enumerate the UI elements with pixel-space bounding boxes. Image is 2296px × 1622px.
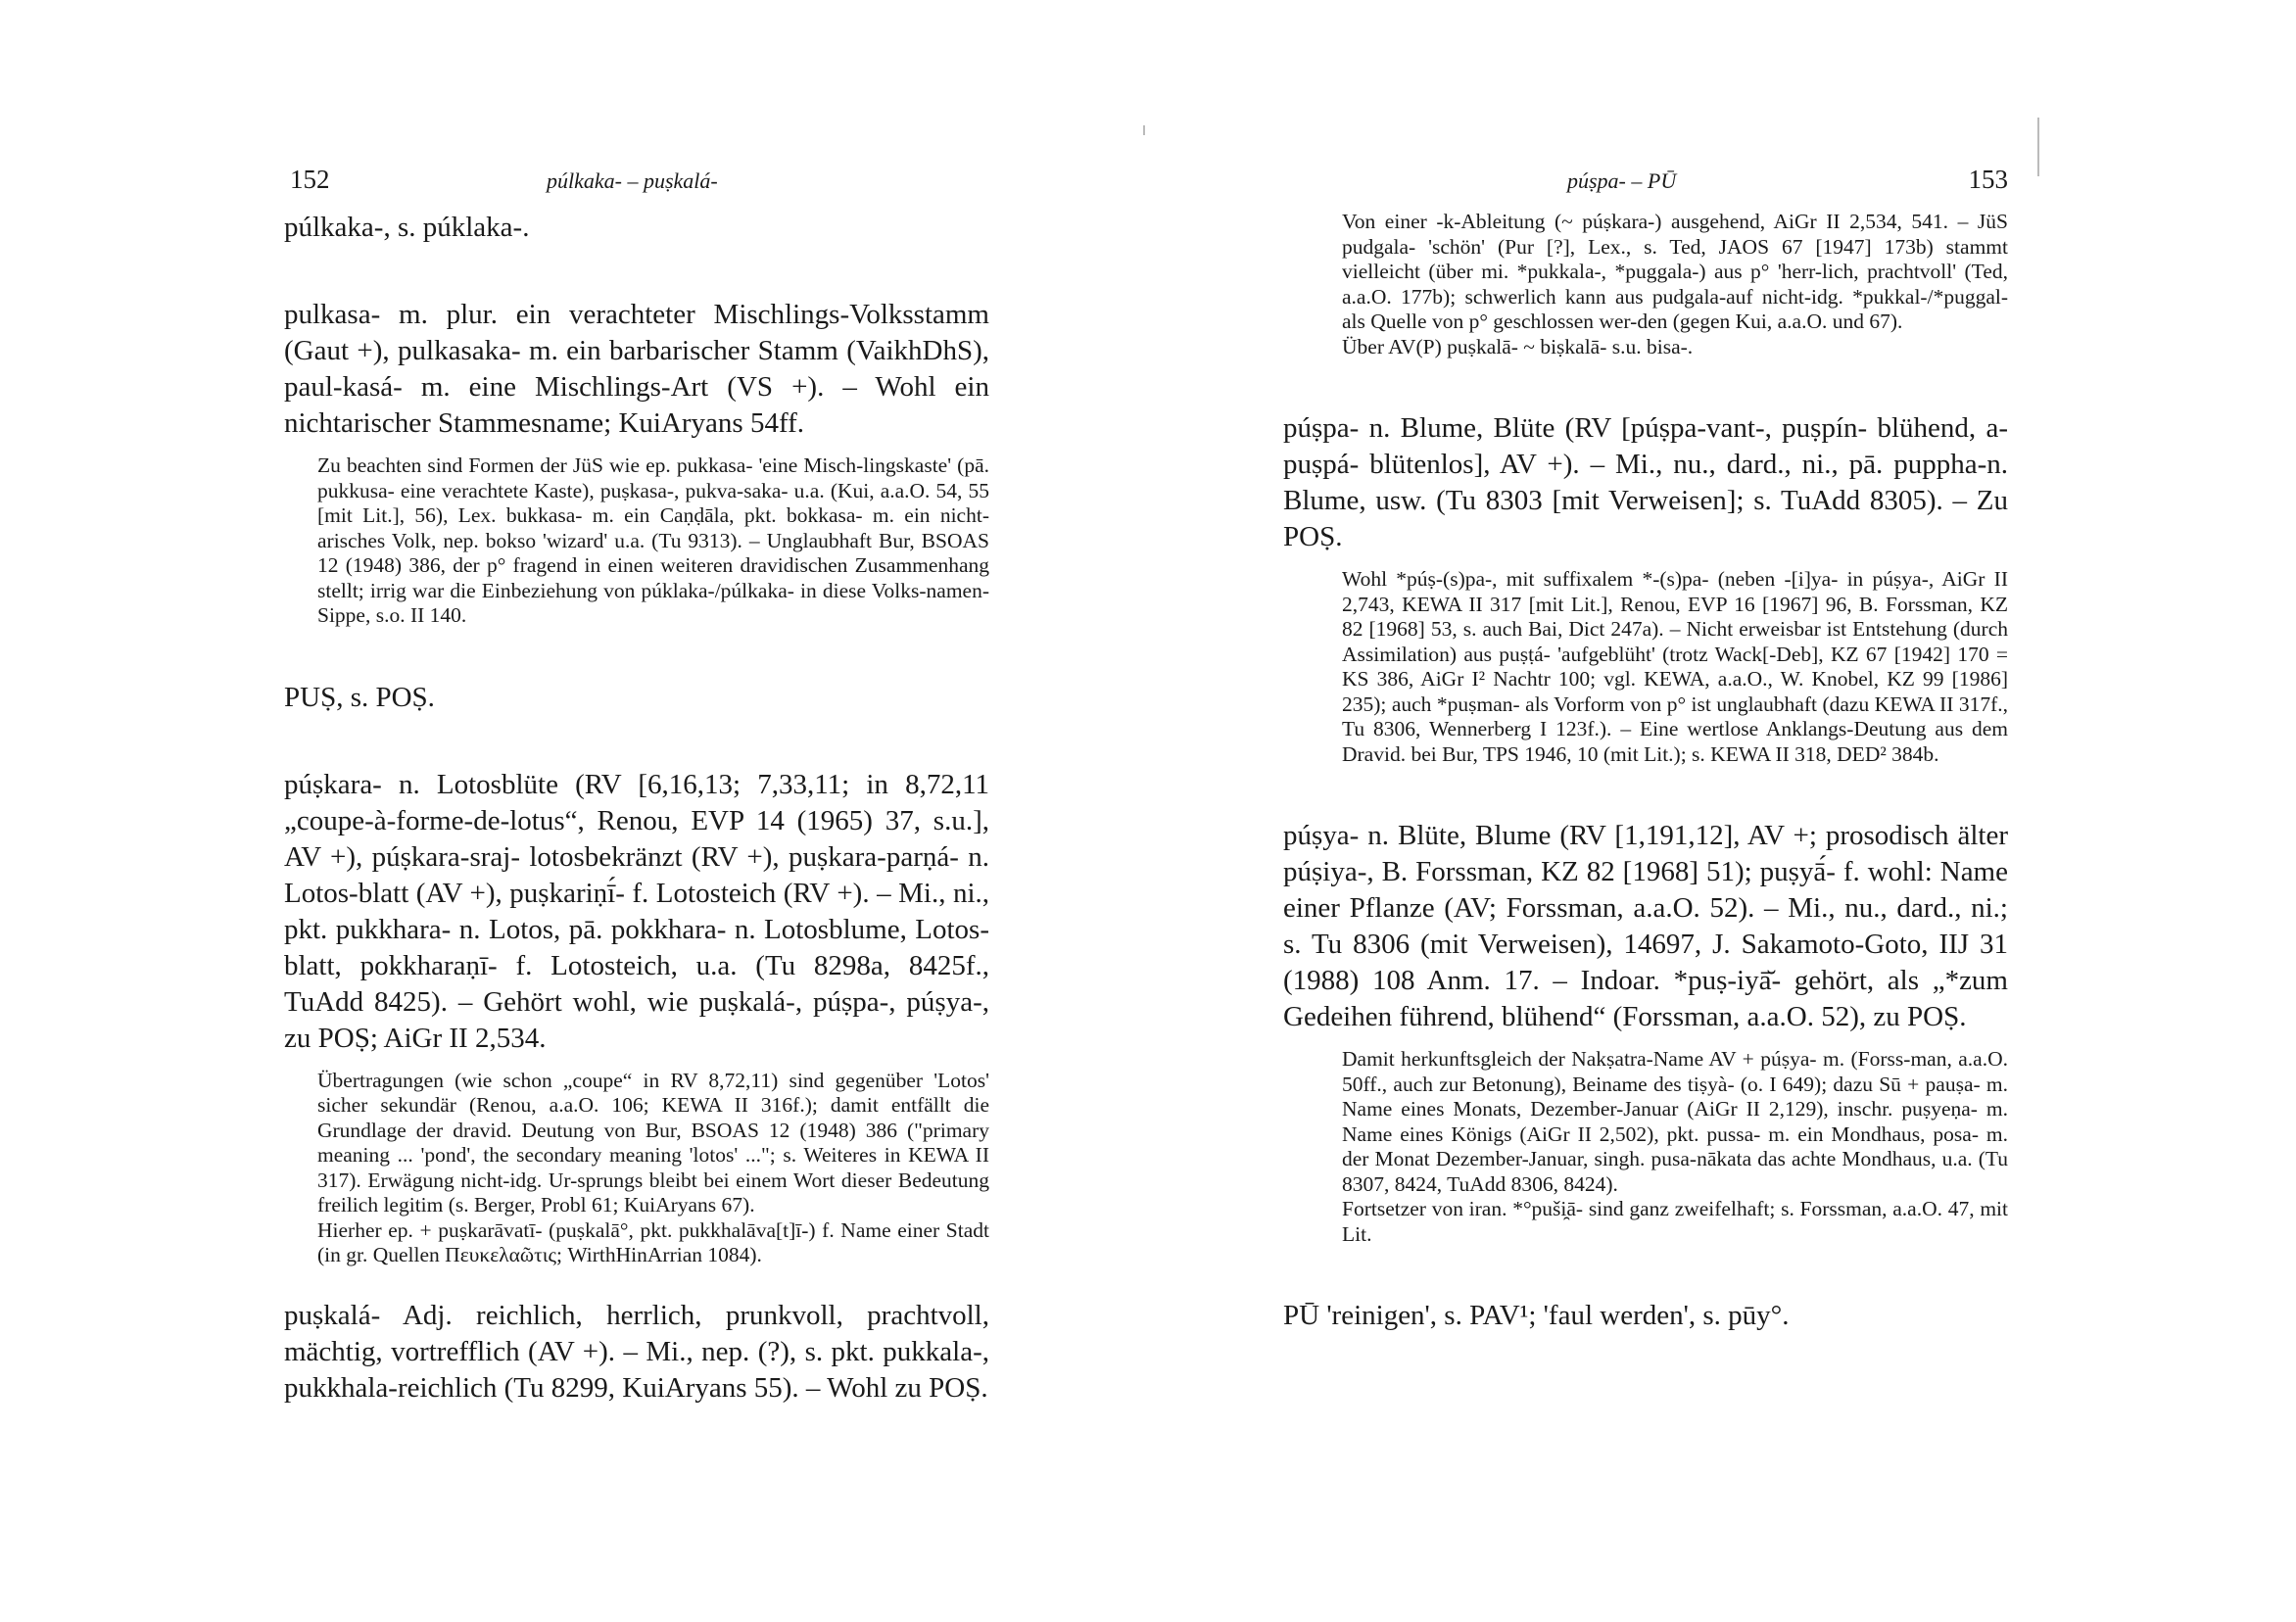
entry-note: Übertragungen (wie schon „coupe“ in RV 8,72,11) sind gegenüber 'Lotos' sicher sekundär (Renou, a.a.O. 106; KEWA II 316f.); damit entfällt die Grundlage der dravid. Deutung von Bur, BSOAS 12 (1948) 386 ("primary meaning ... 'pond', the secondary meaning 'lotos' ..."; s. Weiteres in KEWA II 317). Erwägung nicht-idg. Ur-sprungs bleibt bei einem Wort dieser Bedeutung freilich legitim (s. Berger, Probl 61; KuiAryans 67). xyxy=(317,1068,989,1216)
page-number: 153 xyxy=(1968,165,2008,194)
running-head: púṣpa- – PŪ xyxy=(1567,168,1677,193)
dictionary-entry: PUṢ, s. POṢ. xyxy=(284,681,435,713)
dictionary-entry: púṣkara- n. Lotosblüte (RV [6,16,13; 7,33,11; in 8,72,11 „coupe-à-forme-de-lotus“, Renou, EVP 14 (1965) 37, s.u.], AV +), púṣkara-sraj- lotosbekränzt (RV +), puṣkara-parṇá- n. Lotos-blatt (AV +), puṣkariṇī́- f. Lotosteich (RV +). – Mi., ni., pkt. pukkhara- n. Lotos, pā. pokkhara- n. Lotosblume, Lotos-blatt, pokkharaṇī- f. Lotosteich, u.a. (Tu 8298a, 8425f., TuAdd 8425). – Gehört wohl, wie puṣkalá-, púṣpa-, púṣya-, zu POṢ; AiGr II 2,534. xyxy=(284,768,989,1054)
left-page-header xyxy=(284,165,989,200)
dictionary-entry: pulkasa- m. plur. ein verachteter Mischlings-Volksstamm (Gaut +), pulkasaka- m. ein barbarischer Stamm (VaikhDhS), paul-kasá- m. eine Mischlings-Art (VS +). – Wohl ein nichtarischer Stammesname; KuiAryans 54ff. xyxy=(284,299,989,439)
page-number: 152 xyxy=(290,165,330,194)
scan-mark xyxy=(2037,118,2039,176)
right-page-body xyxy=(1283,210,2008,1334)
left-page-body xyxy=(284,210,989,1407)
entry-note: Über AV(P) puṣkalā- ~ biṣkalā- s.u. bisa-. xyxy=(1342,334,1694,358)
running-head: púlkaka- – puṣkalá- xyxy=(547,168,718,193)
entry-note: Zu beachten sind Formen der JüS wie ep. pukkasa- 'eine Misch-lingskaste' (pā. pukkusa- eine verachtete Kaste), puṣkasa-, pukva-saka- u.a. (Kui, a.a.O. 54, 55 [mit Lit.], 56), Lex. bukkasa- m. ein Caṇḍāla, pkt. bokkasa- m. ein nicht-arisches Volk, nep. bokso 'wizard' u.a. (Tu 9313). – Unglaubhaft Bur, BSOAS 12 (1948) 386, der p° fragend in einen weiteren dravidischen Zusammenhang stellt; irrig war die Einbeziehung von púklaka-/púlkaka- in diese Volks-namen-Sippe, s.o. II 140. xyxy=(317,453,989,627)
entry-note: Damit herkunftsgleich der Nakṣatra-Name AV + púṣya- m. (Forss-man, a.a.O. 50ff., auch zur Betonung), Beiname des tiṣyà- (o. I 649); dazu Sū + pauṣa- m. Name eines Monats, Dezember-Januar (AiGr II 2,129), inschr. puṣyeṇa- m. Name eines Königs (AiGr II 2,502), pkt. pussa- m. ein Mondhaus, posa- m. der Monat Dezember-Januar, singh. pusa-nākata das achte Mondhaus, u.a. (Tu 8307, 8424, TuAdd 8306, 8424). xyxy=(1342,1047,2008,1196)
dictionary-entry: púlkaka-, s. púklaka-. xyxy=(284,212,530,243)
dictionary-entry: púṣpa- n. Blume, Blüte (RV [púṣpa-vant-, puṣpín- blühend, a-puṣpá- blütenlos], AV +). – Mi., nu., dard., ni., pā. puppha-n. Blume, usw. (Tu 8303 [mit Verweisen]; s. TuAdd 8305). – Zu POṢ. xyxy=(1283,412,2008,552)
dictionary-entry: puṣkalá- Adj. reichlich, herrlich, prunkvoll, prachtvoll, mächtig, vortrefflich (AV +). – Mi., nep. (?), s. pkt. pukkala-, pukkhala-reichlich (Tu 8299, KuiAryans 55). – Wohl zu POṢ. xyxy=(284,1299,989,1404)
entry-note: Von einer -k-Ableitung (~ púṣkara-) ausgehend, AiGr II 2,534, 541. – JüS pudgala- 'schön' (Pur [?], Lex., s. Ted, JAOS 67 [1947] 173b) stammt vielleicht (über mi. *pukkala-, *puggala-) aus p° 'herr-lich, prachtvoll' (Ted, a.a.O. 177b); schwerlich kann aus pudgala-auf nicht-idg. *pukkal-/*puggal- als Quelle von p° geschlossen wer-den (gegen Kui, a.a.O. und 67). xyxy=(1342,210,2008,333)
right-page-header xyxy=(1283,165,2008,200)
dictionary-entry: PŪ 'reinigen', s. PAV¹; 'faul werden', s. pūy°. xyxy=(1283,1300,1790,1331)
entry-note: Fortsetzer von iran. *°puši̯ā- sind ganz zweifelhaft; s. Forssman, a.a.O. 47, mit Lit. xyxy=(1342,1197,2008,1246)
dictionary-entry: púṣya- n. Blüte, Blume (RV [1,191,12], AV +; prosodisch älter púṣiya-, B. Forssman, KZ 82 [1968] 51); puṣyā́- f. wohl: Name einer Pflanze (AV; Forssman, a.a.O. 52). – Mi., nu., dard., ni.; s. Tu 8306 (mit Verweisen), 14697, J. Sakamoto-Goto, IIJ 31 (1988) 108 Anm. 17. – Indoar. *puṣ-iyā̆- gehört, als „*zum Gedeihen führend, blühend“ (Forssman, a.a.O. 52), zu POṢ. xyxy=(1283,820,2008,1032)
scan-mark xyxy=(1143,125,1145,135)
entry-note: Wohl *púṣ-(s)pa-, mit suffixalem *-(s)pa- (neben -[i]ya- in púṣya-, AiGr II 2,743, KEWA II 317 [mit Lit.], Renou, EVP 16 [1967] 96, B. Forssman, KZ 82 [1968] 53, s. auch Bai, Dict 247a). – Nicht erweisbar ist Entstehung (durch Assimilation) aus puṣṭá- 'aufgeblüht' (trotz Wack[-Deb], KZ 67 [1942] 170 = KS 386, AiGr I² Nachtr 100; vgl. KEWA, a.a.O., W. Knobel, KZ 99 [1986] 235); auch *puṣman- als Vorform von p° ist unglaubhaft (dazu KEWA II 317f., Tu 8306, Wennerberg I 123f.). – Eine wertlose Anklangs-Deutung aus dem Dravid. bei Bur, TPS 1946, 10 (mit Lit.); s. KEWA II 318, DED² 384b. xyxy=(1342,567,2008,766)
entry-note: Hierher ep. + puṣkarāvatī- (puṣkalā°, pkt. pukkhalāva[t]ī-) f. Name einer Stadt (in gr. Quellen Πευκελαῶτις; WirthHinArrian 1084). xyxy=(317,1217,989,1266)
